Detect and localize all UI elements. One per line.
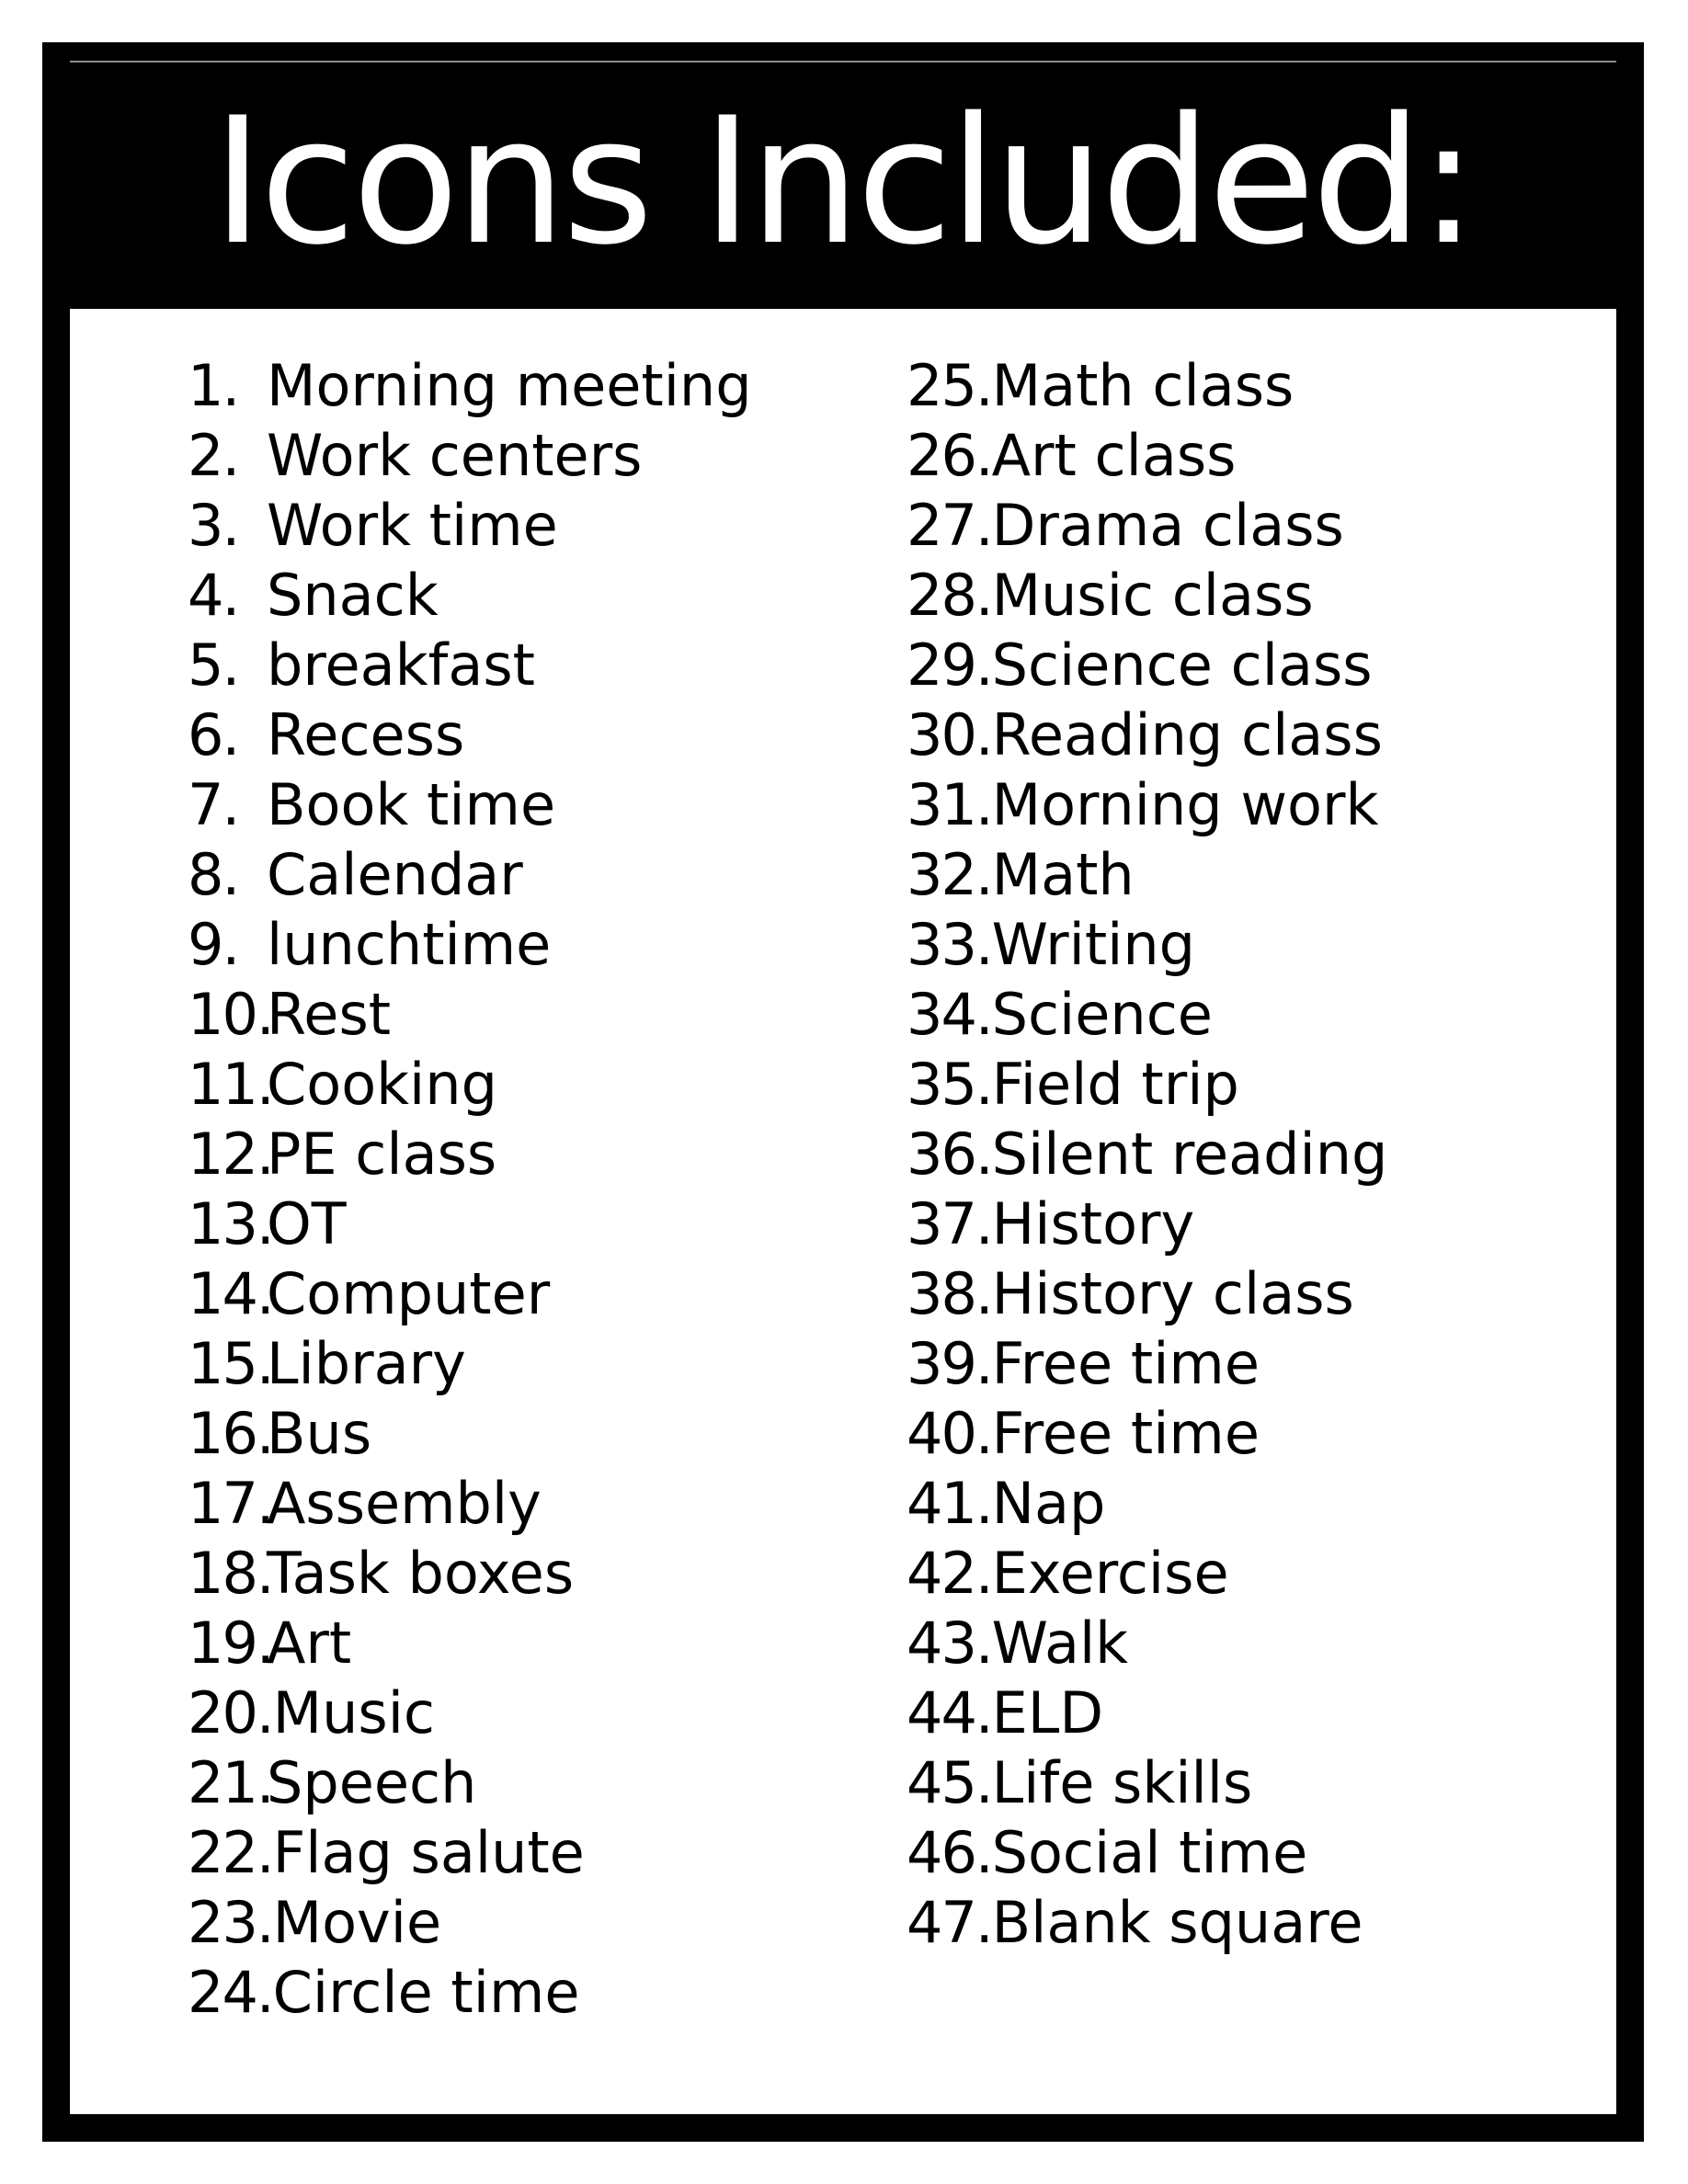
list-item bbox=[907, 561, 1387, 631]
list-item-label: Morning work bbox=[991, 771, 1379, 838]
list-item bbox=[188, 1259, 752, 1329]
list-item-number: 6. bbox=[188, 701, 239, 768]
list-item bbox=[188, 1539, 752, 1609]
list-item bbox=[188, 700, 752, 770]
list-item-number: 29. bbox=[907, 631, 992, 699]
list-item-number: 21. bbox=[188, 1749, 273, 1816]
list-item-number: 47. bbox=[907, 1889, 992, 1956]
list-item-number: 20. bbox=[188, 1679, 273, 1746]
list-item-label: Walk bbox=[991, 1610, 1129, 1677]
list-item bbox=[188, 1958, 752, 2028]
list-item-label: Drama class bbox=[991, 492, 1344, 559]
list-item bbox=[188, 1818, 752, 1888]
list-item-number: 31. bbox=[907, 771, 992, 838]
list-item-number: 35. bbox=[907, 1051, 992, 1118]
list-item-number: 36. bbox=[907, 1120, 992, 1188]
list-item-number: 46. bbox=[907, 1819, 992, 1886]
list-item bbox=[188, 980, 752, 1050]
list-item bbox=[188, 1609, 752, 1678]
list-item-label: Cooking bbox=[267, 1051, 497, 1118]
list-item-number: 17. bbox=[188, 1470, 273, 1537]
list-item-number: 16. bbox=[188, 1400, 273, 1467]
list-item bbox=[907, 1469, 1387, 1539]
list-item-number: 4. bbox=[188, 562, 239, 629]
list-item-label: Work time bbox=[267, 492, 558, 559]
list-item-label: History class bbox=[991, 1260, 1354, 1327]
list-item-number: 38. bbox=[907, 1260, 992, 1327]
list-item-label: Speech bbox=[267, 1749, 477, 1816]
list-item-number: 27. bbox=[907, 492, 992, 559]
list-item bbox=[188, 421, 752, 491]
list-item bbox=[188, 840, 752, 910]
list-item-number: 1. bbox=[188, 352, 239, 419]
list-item-label: Math class bbox=[991, 352, 1295, 419]
list-item-label: Calendar bbox=[267, 841, 523, 908]
list-item-number: 8. bbox=[188, 841, 239, 908]
icon-list-left-column bbox=[188, 351, 752, 2028]
list-item-label: Computer bbox=[267, 1260, 551, 1327]
list-item bbox=[188, 910, 752, 980]
list-item bbox=[188, 1120, 752, 1189]
icon-list-panel bbox=[70, 309, 1616, 2114]
list-item-number: 11. bbox=[188, 1051, 273, 1118]
list-item bbox=[907, 1259, 1387, 1329]
list-item-label: Free time bbox=[991, 1400, 1260, 1467]
list-item-number: 40. bbox=[907, 1400, 992, 1467]
list-item-label: Circle time bbox=[272, 1959, 580, 2026]
list-item-label: Writing bbox=[991, 911, 1196, 978]
list-item bbox=[907, 840, 1387, 910]
list-item-number: 33. bbox=[907, 911, 992, 978]
list-item-label: breakfast bbox=[267, 631, 535, 699]
list-item-label: Life skills bbox=[991, 1749, 1253, 1816]
list-item-label: Field trip bbox=[991, 1051, 1239, 1118]
list-item-label: Science class bbox=[991, 631, 1373, 699]
list-item-label: PE class bbox=[267, 1120, 497, 1188]
list-item-number: 24. bbox=[188, 1959, 273, 2026]
list-item bbox=[907, 910, 1387, 980]
list-item-number: 41. bbox=[907, 1470, 992, 1537]
list-item-number: 30. bbox=[907, 701, 992, 768]
header-divider bbox=[70, 61, 1616, 63]
list-item bbox=[907, 1399, 1387, 1469]
list-item-number: 42. bbox=[907, 1540, 992, 1607]
list-item-number: 10. bbox=[188, 981, 273, 1048]
list-item bbox=[907, 1609, 1387, 1678]
list-item-label: Art bbox=[267, 1610, 352, 1677]
list-item-label: Social time bbox=[991, 1819, 1308, 1886]
list-item bbox=[188, 1050, 752, 1120]
list-item-label: Music class bbox=[991, 562, 1314, 629]
list-item-number: 23. bbox=[188, 1889, 273, 1956]
list-item-number: 32. bbox=[907, 841, 992, 908]
list-item bbox=[188, 1399, 752, 1469]
list-item bbox=[907, 351, 1387, 421]
list-item-label: Bus bbox=[267, 1400, 372, 1467]
list-item bbox=[188, 770, 752, 840]
list-item bbox=[188, 1469, 752, 1539]
list-item bbox=[188, 1888, 752, 1958]
list-item-label: Recess bbox=[267, 701, 465, 768]
list-item-label: Reading class bbox=[991, 701, 1383, 768]
page-frame bbox=[42, 42, 1644, 2142]
list-item-label: Music bbox=[272, 1679, 436, 1746]
list-item-number: 26. bbox=[907, 422, 992, 489]
list-item-number: 3. bbox=[188, 492, 239, 559]
list-item-label: Assembly bbox=[267, 1470, 542, 1537]
list-item bbox=[907, 980, 1387, 1050]
list-item-label: OT bbox=[267, 1190, 347, 1257]
page-title: Icons Included: bbox=[211, 80, 1475, 283]
list-item-number: 2. bbox=[188, 422, 239, 489]
list-item bbox=[907, 1678, 1387, 1748]
list-item-label: Task boxes bbox=[267, 1540, 575, 1607]
list-item bbox=[907, 1539, 1387, 1609]
list-item bbox=[188, 1329, 752, 1399]
list-item bbox=[188, 1189, 752, 1259]
list-item-label: Free time bbox=[991, 1330, 1260, 1397]
list-item-number: 44. bbox=[907, 1679, 992, 1746]
list-item-label: Morning meeting bbox=[267, 352, 752, 419]
list-item-label: Exercise bbox=[991, 1540, 1229, 1607]
list-item-label: ELD bbox=[991, 1679, 1104, 1746]
list-item-label: Snack bbox=[267, 562, 439, 629]
list-item-number: 14. bbox=[188, 1260, 273, 1327]
list-item-label: Movie bbox=[272, 1889, 442, 1956]
list-item-number: 34. bbox=[907, 981, 992, 1048]
list-item-number: 39. bbox=[907, 1330, 992, 1397]
list-item-number: 28. bbox=[907, 562, 992, 629]
list-item bbox=[907, 1888, 1387, 1958]
list-item-number: 9. bbox=[188, 911, 239, 978]
list-item bbox=[907, 700, 1387, 770]
list-item bbox=[188, 1678, 752, 1748]
list-item bbox=[907, 1329, 1387, 1399]
list-item bbox=[188, 351, 752, 421]
list-item bbox=[907, 1189, 1387, 1259]
list-item bbox=[907, 421, 1387, 491]
list-item-label: Library bbox=[267, 1330, 466, 1397]
list-item-label: Science bbox=[991, 981, 1213, 1048]
list-item-number: 19. bbox=[188, 1610, 273, 1677]
list-item-label: Blank square bbox=[991, 1889, 1363, 1956]
list-item-number: 43. bbox=[907, 1610, 992, 1677]
list-item-label: Math bbox=[991, 841, 1135, 908]
list-item bbox=[188, 491, 752, 561]
list-item bbox=[907, 1748, 1387, 1818]
list-item-number: 22. bbox=[188, 1819, 273, 1886]
list-item-number: 7. bbox=[188, 771, 239, 838]
list-item bbox=[907, 1120, 1387, 1189]
list-item bbox=[188, 561, 752, 631]
list-item-label: Work centers bbox=[267, 422, 643, 489]
list-item-number: 45. bbox=[907, 1749, 992, 1816]
list-item-label: Book time bbox=[267, 771, 556, 838]
list-item-number: 12. bbox=[188, 1120, 273, 1188]
list-item-number: 5. bbox=[188, 631, 239, 699]
list-item-label: Flag salute bbox=[272, 1819, 585, 1886]
list-item-number: 15. bbox=[188, 1330, 273, 1397]
icon-list-right-column bbox=[907, 351, 1387, 1958]
list-item-number: 25. bbox=[907, 352, 992, 419]
list-item-label: lunchtime bbox=[267, 911, 552, 978]
list-item bbox=[907, 491, 1387, 561]
list-item bbox=[907, 1818, 1387, 1888]
list-item-number: 18. bbox=[188, 1540, 273, 1607]
list-item-label: Art class bbox=[991, 422, 1237, 489]
list-item bbox=[907, 1050, 1387, 1120]
list-item-number: 37. bbox=[907, 1190, 992, 1257]
list-item-label: History bbox=[991, 1190, 1195, 1257]
list-item bbox=[188, 1748, 752, 1818]
list-item-number: 13. bbox=[188, 1190, 273, 1257]
list-item-label: Silent reading bbox=[991, 1120, 1388, 1188]
list-item-label: Rest bbox=[267, 981, 392, 1048]
list-item bbox=[907, 631, 1387, 700]
list-item-label: Nap bbox=[991, 1470, 1106, 1537]
list-item bbox=[907, 770, 1387, 840]
list-item bbox=[188, 631, 752, 700]
